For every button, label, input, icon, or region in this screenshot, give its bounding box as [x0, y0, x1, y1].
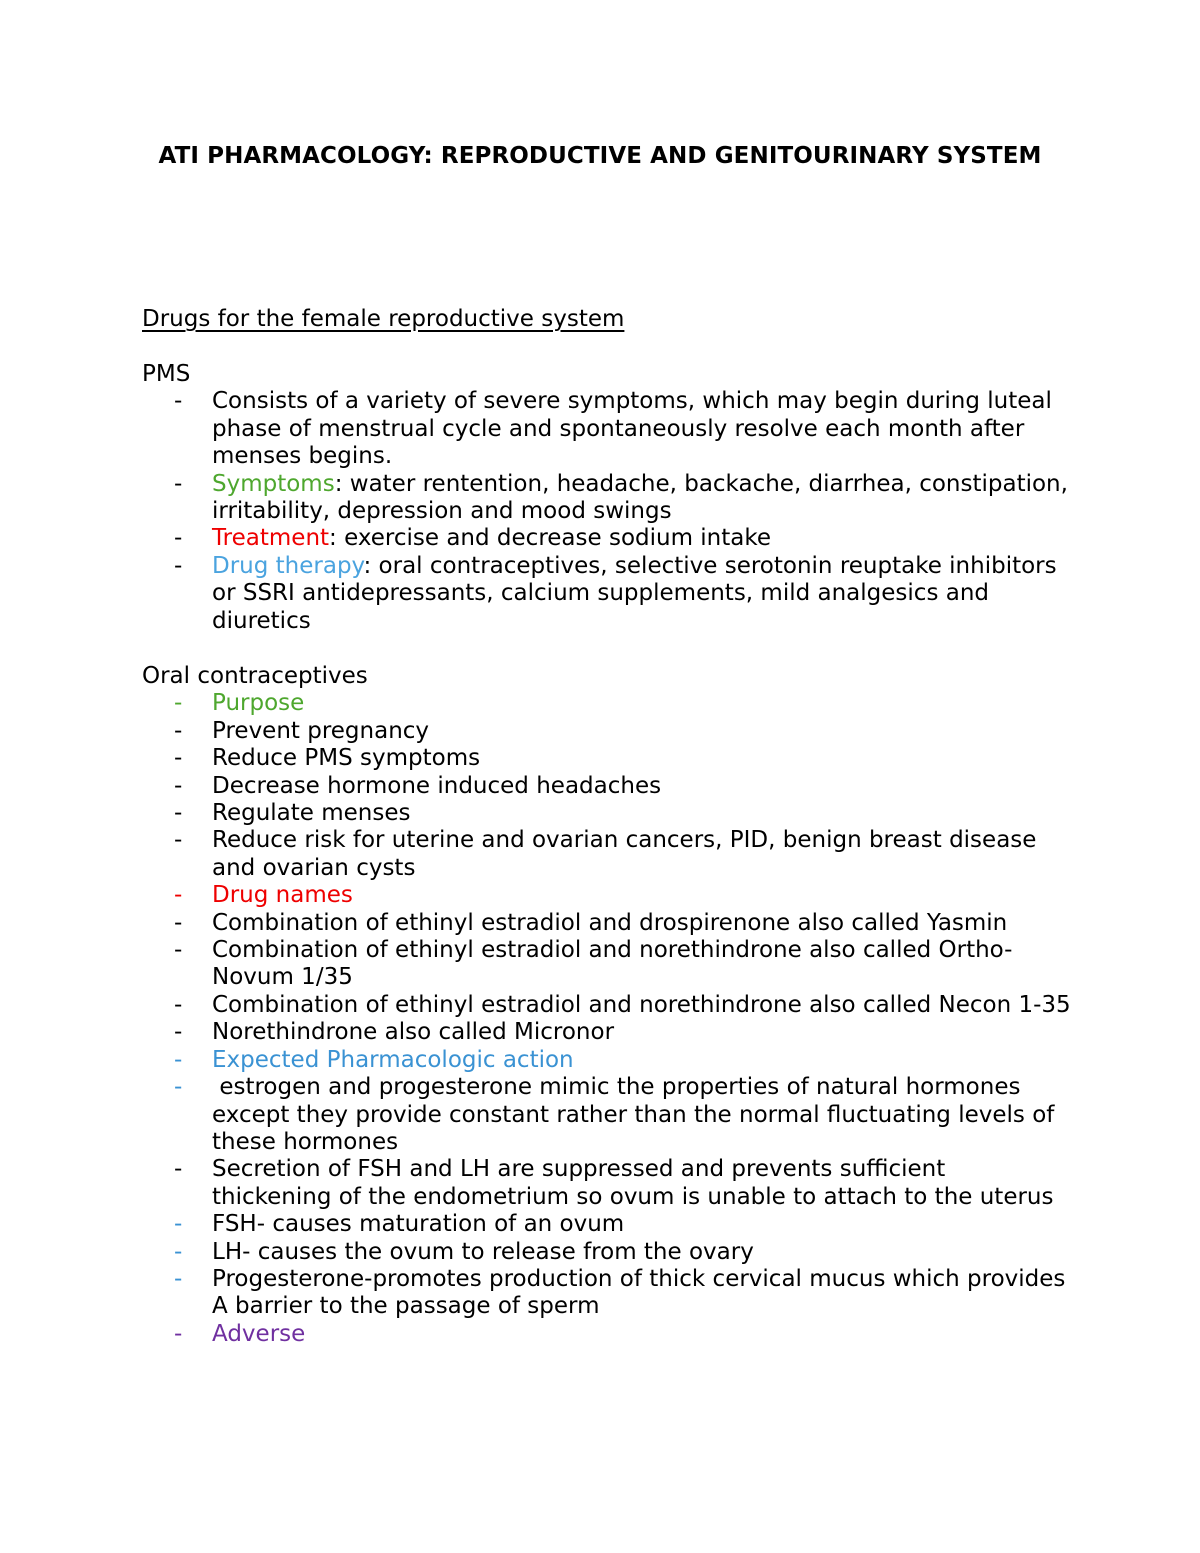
list-item-adverse — [142, 1321, 1072, 1348]
item-text: Prevent pregnancy — [212, 717, 430, 744]
bullet-dash: - — [174, 1019, 183, 1046]
list-item — [142, 553, 1072, 635]
bullet-dash: - — [174, 1320, 183, 1347]
list-item — [142, 525, 1072, 552]
bullet-dash: - — [174, 772, 183, 799]
item-text: Progesterone-promotes production of thick cervical mucus which provides A barrier to the passage of sperm — [212, 1265, 1066, 1320]
item-text: Reduce PMS symptoms — [212, 745, 481, 772]
treatment-text: : exercise and decrease sodium intake — [329, 525, 772, 552]
item-text: estrogen and progesterone mimic the properties of natural hormones except they provide constant rather than the normal fluctuating levels of these hormones — [212, 1074, 1062, 1155]
list-item — [142, 800, 1072, 827]
bullet-dash: - — [174, 937, 183, 964]
item-text: Regulate menses — [212, 800, 411, 827]
list-item — [142, 471, 1072, 526]
bullet-dash: - — [174, 717, 183, 744]
bullet-dash: - — [174, 991, 183, 1018]
pms-list — [142, 388, 1142, 635]
list-item — [142, 718, 1072, 745]
oral-contraceptives-section — [142, 663, 1142, 1348]
list-item — [142, 827, 1072, 882]
list-item-drug-names — [142, 882, 1072, 909]
bullet-dash: - — [174, 1238, 183, 1265]
item-text: FSH- causes maturation of an ovum — [212, 1211, 625, 1238]
list-item — [142, 773, 1072, 800]
section-heading: Drugs for the female reproductive system — [142, 306, 625, 332]
treatment-label: Treatment — [212, 525, 330, 552]
list-item — [142, 388, 1072, 470]
item-text: Decrease hormone induced headaches — [212, 772, 662, 799]
list-item-purpose — [142, 690, 1072, 717]
item-text: Expected Pharmacologic action — [212, 1046, 574, 1073]
list-item — [142, 1019, 1072, 1046]
bullet-dash: - — [174, 800, 183, 827]
item-text: Reduce risk for uterine and ovarian cancers, PID, benign breast disease and ovarian cysts — [212, 827, 1037, 881]
item-text: Purpose — [212, 690, 305, 717]
drug-therapy-label: Drug therapy — [212, 552, 364, 579]
item-text: Norethindrone also called Micronor — [212, 1019, 615, 1046]
oral-contraceptives-label: Oral contraceptives — [142, 663, 368, 689]
pms-item-description: Consists of a variety of severe symptoms, which may begin during luteal phase of menstrual cycle and spontaneously resolve each month after menses begins. — [212, 388, 1052, 470]
list-item — [142, 745, 1072, 772]
bullet-dash: - — [174, 1211, 183, 1238]
item-text: Adverse — [212, 1320, 306, 1347]
item-text: Combination of ethinyl estradiol and norethindrone also called Ortho-Novum 1/35 — [212, 937, 1013, 991]
bullet-dash: - — [174, 470, 183, 497]
oral-contraceptives-list — [142, 690, 1142, 1348]
pms-section — [142, 361, 1142, 635]
item-text: LH- causes the ovum to release from the ovary — [212, 1238, 754, 1265]
symptoms-label: Symptoms — [212, 470, 335, 497]
bullet-dash: - — [174, 827, 183, 854]
item-text: Combination of ethinyl estradiol and norethindrone also called Necon 1-35 — [212, 991, 1071, 1018]
bullet-dash: - — [174, 745, 183, 772]
list-item — [142, 1211, 1072, 1238]
item-text: Secretion of FSH and LH are suppressed and prevents sufficient thickening of the endometrium so ovum is unable to attach to the uterus — [212, 1156, 1054, 1210]
bullet-dash: - — [174, 525, 183, 552]
pms-label: PMS — [142, 361, 191, 387]
list-item — [142, 1074, 1072, 1156]
bullet-dash: - — [174, 1074, 183, 1101]
item-text: Drug names — [212, 882, 353, 909]
bullet-dash: - — [174, 690, 183, 717]
bullet-dash: - — [174, 909, 183, 936]
list-item-pharmacologic-action — [142, 1047, 1072, 1074]
list-item — [142, 910, 1072, 937]
bullet-dash: - — [174, 552, 183, 579]
drug-therapy-text: : oral contraceptives, selective serotonin reuptake inhibitors or SSRI antidepressants, calcium supplements, mild analgesics and diuretics — [212, 552, 1057, 634]
item-text: Combination of ethinyl estradiol and drospirenone also called Yasmin — [212, 909, 1008, 936]
bullet-dash: - — [174, 882, 183, 909]
bullet-dash: - — [174, 1265, 183, 1292]
list-item — [142, 1239, 1072, 1266]
symptoms-text: : water rentention, headache, backache, diarrhea, constipation, irritability, depression and mood swings — [212, 470, 1068, 525]
list-item — [142, 937, 1072, 992]
bullet-dash: - — [174, 388, 183, 415]
bullet-dash: - — [174, 1046, 183, 1073]
list-item — [142, 1156, 1072, 1211]
page-title: ATI PHARMACOLOGY: REPRODUCTIVE AND GENITOURINARY SYSTEM — [158, 143, 1042, 169]
list-item — [142, 992, 1072, 1019]
bullet-dash: - — [174, 1156, 183, 1183]
list-item — [142, 1266, 1072, 1321]
